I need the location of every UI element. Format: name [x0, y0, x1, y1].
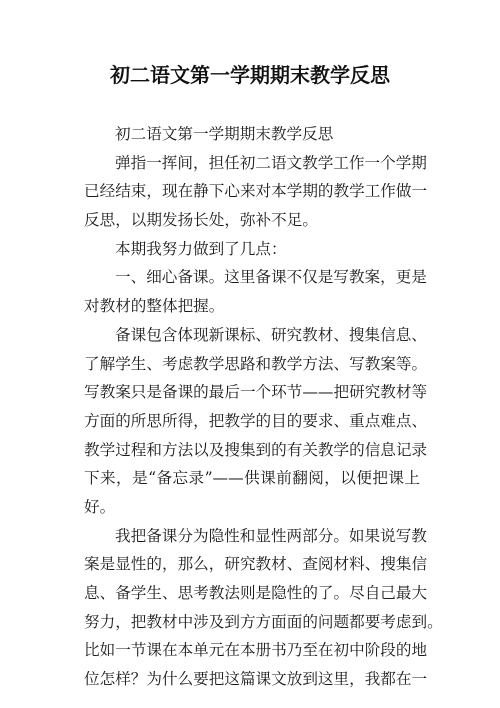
document-title: 初二语文第一学期期末教学反思: [110, 63, 390, 87]
body-line: 对教材的整体把握。: [84, 297, 225, 316]
body-line: 息、备学生、思考教法则是隐性的了。尽自己最大: [84, 584, 428, 602]
body-line: 教学过程和方法以及搜集到的有关教学的信息记录: [84, 440, 428, 459]
body-line: 方面的所思所得，把教学的目的要求、重点难点、: [84, 411, 428, 430]
body-line: 一、细心备课。这里备课不仅是写教案，更是: [115, 268, 427, 287]
body-line: 初二语文第一学期期末教学反思: [115, 125, 334, 143]
document-body: [84, 120, 443, 694]
body-line: 比如一节课在本单元在本册书乃至在初中阶段的地: [84, 641, 428, 660]
body-line: 案是显性的，那么，研究教材、查阅材料、搜集信: [84, 555, 428, 574]
body-line: 努力，把教材中涉及到方方面面的问题都要考虑到。: [84, 612, 443, 631]
body-line: 反思，以期发扬长处，弥补不足。: [84, 211, 318, 230]
body-line: 写教案只是备课的最后一个环节——把研究教材等: [84, 383, 428, 402]
body-line: 了解学生、考虑教学思路和教学方法、写教案等。: [84, 354, 428, 373]
body-line: 下来，是“备忘录”——供课前翻阅，以便把课上: [84, 469, 420, 488]
body-line: 我把备课分为隐性和显性两部分。如果说写教: [115, 526, 427, 545]
body-line: 本期我努力做到了几点：: [115, 239, 287, 258]
body-line: 备课包含体现新课标、研究教材、搜集信息、: [115, 325, 427, 344]
body-line: 位怎样？为什么要把这篇课文放到这里，我都在一: [84, 670, 428, 689]
body-line: 弹指一挥间，担任初二语文教学工作一个学期: [115, 153, 427, 172]
body-line: 已经结束，现在静下心来对本学期的教学工作做一: [84, 182, 428, 201]
body-line: 好。: [84, 497, 116, 516]
